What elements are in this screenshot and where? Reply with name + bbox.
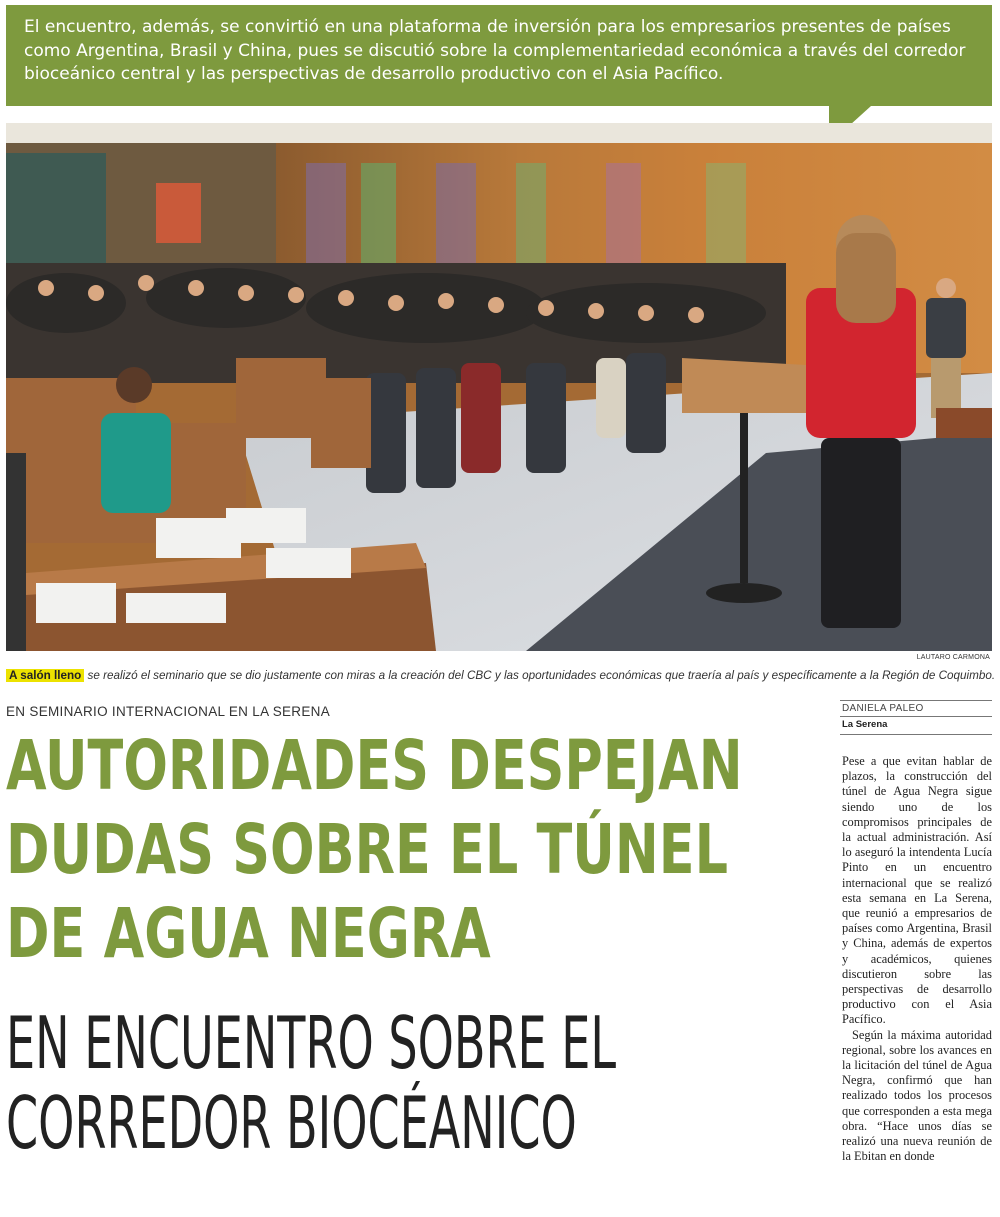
headline-line: DE AGUA NEGRA: [6, 894, 491, 974]
photo-caption: [6, 667, 996, 684]
photo-credit: LAUTARO CARMONA: [916, 654, 990, 661]
body-paragraph: Según la máxima autoridad regional, sobre los avances en la licitación del túnel de Agua Negra, confirmó que han realizado todos los procesos que corresponden a esta mega obra. “Hace unos días se realizó una nueva reunión de la Ebitan en donde: [842, 1027, 992, 1164]
byline-rule-middle: [840, 716, 992, 717]
caption-tag: A salón lleno: [6, 669, 84, 682]
subheadline: [6, 1003, 616, 1163]
subheadline-line: CORREDOR BIOCÉANICO: [6, 1081, 577, 1165]
byline-rule-top: [840, 700, 992, 701]
headline-line: DUDAS SOBRE EL TÚNEL: [6, 810, 728, 890]
article-body: [842, 754, 992, 1164]
body-paragraph: Pese a que evitan hablar de plazos, la construcción del túnel de Agua Negra sigue siendo uno de los compromisos principales de la actual administración. Así lo aseguró la intendenta Lucía Pinto en un encuentro internacional que se realizó esta semana en La Serena, que reunió a empresarios de países como Argentina, Brasil y China, además de expertos y académicos, quienes discutieron sobre las perspectivas de desarrollo productivo con el Asia Pacífico.: [842, 754, 992, 1027]
seminar-photo: [6, 123, 992, 651]
section-kicker: EN SEMINARIO INTERNACIONAL EN LA SERENA: [6, 704, 331, 719]
pull-quote-box: [6, 5, 992, 106]
headline-line: AUTORIDADES DESPEJAN: [6, 726, 743, 806]
byline-author: DANIELA PALEO: [842, 703, 924, 714]
caption-text: se realizó el seminario que se dio justamente con miras a la creación del CBC y las oportunidades económicas que traería al país y específicamente a la Región de Coquimbo.: [84, 669, 996, 682]
byline-rule-bottom: [840, 734, 992, 735]
headline: [6, 724, 743, 976]
pull-quote-text: El encuentro, además, se convirtió en una plataforma de inversión para los empresarios presentes de países como Argentina, Brasil y China, pues se discutió sobre la complementariedad económica a través del corredor bioceánico central y las perspectivas de desarrollo productivo con el Asia Pacífico.: [24, 17, 966, 84]
byline-location: La Serena: [842, 719, 888, 730]
subheadline-line: EN ENCUENTRO SOBRE EL: [6, 1001, 617, 1085]
